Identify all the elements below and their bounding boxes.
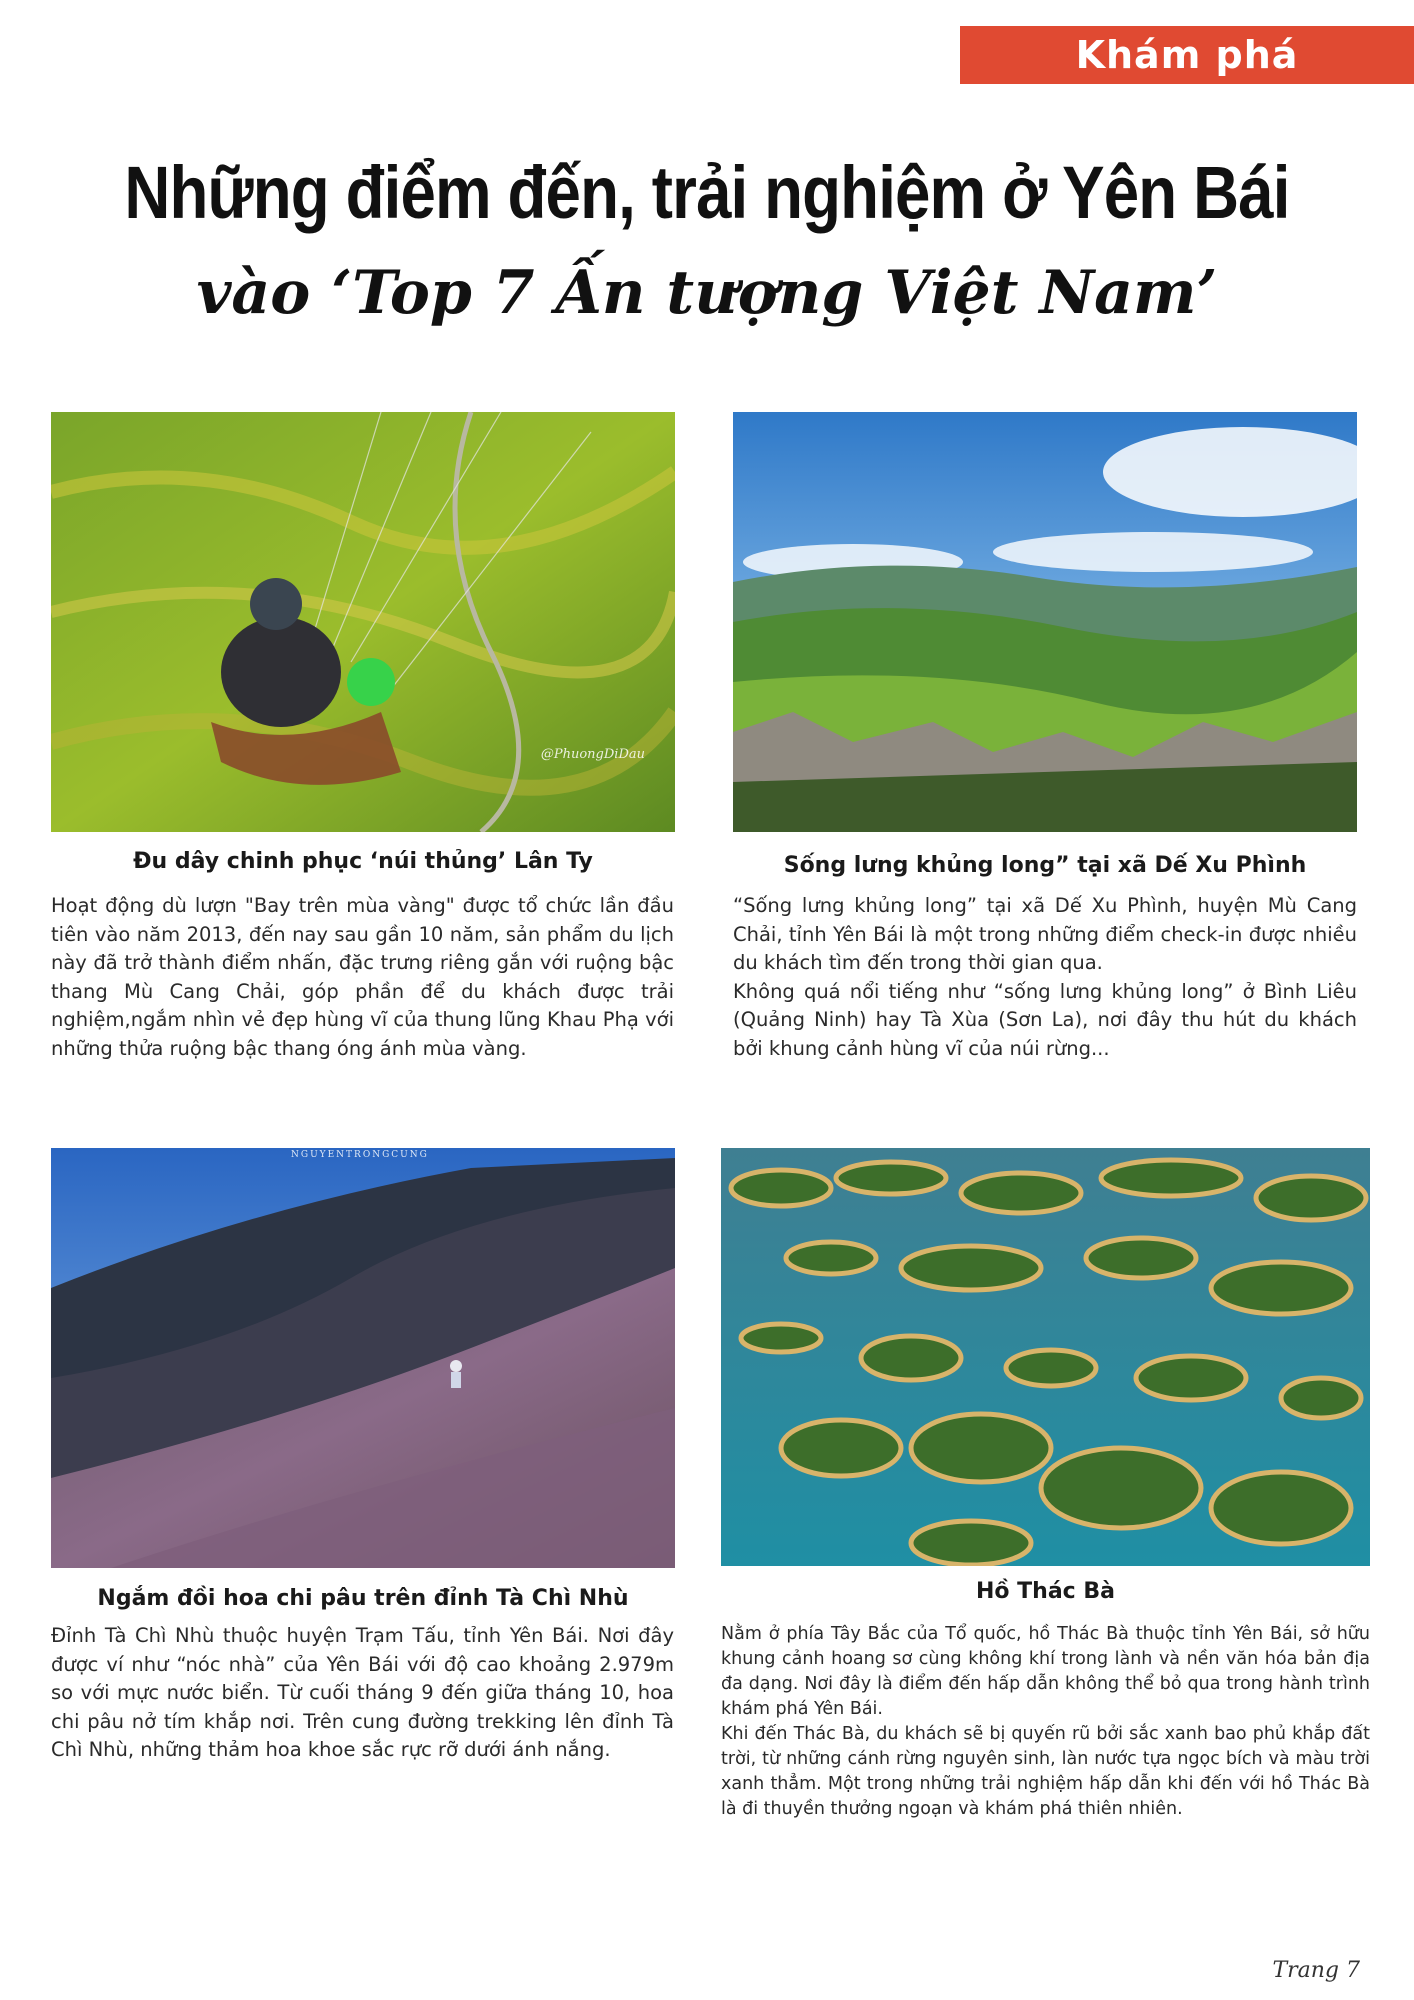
page-title: Những điểm đến, trải nghiệm ở Yên Bái (124, 151, 1290, 234)
paragraph: Hoạt động dù lượn "Bay trên mùa vàng" được tổ chức lần đầu tiên vào năm 2013, đến nay sau gần 10 năm, sản phẩm du lịch này đã trở thành điểm nhấn, đặc trưng riêng gắn với ruộng bậc thang Mù Cang Chải, góp phần để du khách được trải nghiệm,ngắm nhìn vẻ đẹp hùng vĩ của thung lũng Khau Phạ với những thửa ruộng bậc thang óng ánh mùa vàng. (51, 894, 674, 1060)
article-4-caption: Hồ Thác Bà (975, 1579, 1115, 1604)
thac-ba-lake-photo (721, 1148, 1370, 1566)
paragraph: Đỉnh Tà Chì Nhù thuộc huyện Trạm Tấu, tỉnh Yên Bái. Nơi đây được ví như “nóc nhà” của Yên Bái với độ cao khoảng 2.979m so với mực nước biển. Từ cuối tháng 9 đến giữa tháng 10, hoa chi pâu nở tím khắp nơi. Trên cung đường trekking lên đỉnh Tà Chì Nhù, những thảm hoa khoe sắc rực rỡ dưới ánh nắng. (51, 1624, 674, 1761)
section-tag: Khám phá (960, 26, 1414, 84)
paragliding-photo (51, 412, 675, 832)
article-2-caption: Sống lưng khủng long” tại xã Dế Xu Phình (783, 853, 1307, 878)
article-3-caption: Ngắm đồi hoa chi pâu trên đỉnh Tà Chì Nhù (97, 1586, 629, 1611)
article-2-body (733, 892, 1357, 1063)
chi-pau-hill-photo (51, 1148, 675, 1568)
article-1-body (51, 892, 674, 1063)
photo-credit: NGUYENTRONGCUNG (291, 1150, 429, 1160)
page-number: Trang 7 (1272, 1958, 1360, 1983)
article-4-body (721, 1622, 1370, 1822)
paragraph: “Sống lưng khủng long” tại xã Dế Xu Phình, huyện Mù Cang Chải, tỉnh Yên Bái là một trong những điểm check-in được nhiều du khách tìm đến trong thời gian qua. (733, 894, 1357, 974)
paragraph: Khi đến Thác Bà, du khách sẽ bị quyến rũ bởi sắc xanh bao phủ khắp đất trời, từ những cánh rừng nguyên sinh, làn nước tựa ngọc bích và màu trời xanh thẳm. Một trong những trải nghiệm hấp dẫn khi đến với hồ Thác Bà là đi thuyền thưởng ngoạn và khám phá thiên nhiên. (721, 1724, 1370, 1819)
paragraph: Nằm ở phía Tây Bắc của Tổ quốc, hồ Thác Bà thuộc tỉnh Yên Bái, sở hữu khung cảnh hoang sơ cùng không khí trong lành và nền văn hóa bản địa đa dạng. Nơi đây là điểm đến hấp dẫn không thể bỏ qua trong hành trình khám phá Yên Bái. (721, 1624, 1370, 1719)
dinosaur-ridge-photo (733, 412, 1357, 832)
article-1-caption: Đu dây chinh phục ‘núi thủng’ Lân Ty (133, 849, 593, 874)
paragraph: Không quá nổi tiếng như “sống lưng khủng long” ở Bình Liêu (Quảng Ninh) hay Tà Xùa (Sơn La), nơi đây thu hút du khách bởi khung cảnh hùng vĩ của núi rừng... (733, 979, 1357, 1060)
article-3-body (51, 1622, 674, 1765)
photo-credit: @PhuongDiDau (540, 747, 645, 762)
page-subtitle: vào ‘Top 7 Ấn tượng Việt Nam’ (196, 258, 1218, 328)
